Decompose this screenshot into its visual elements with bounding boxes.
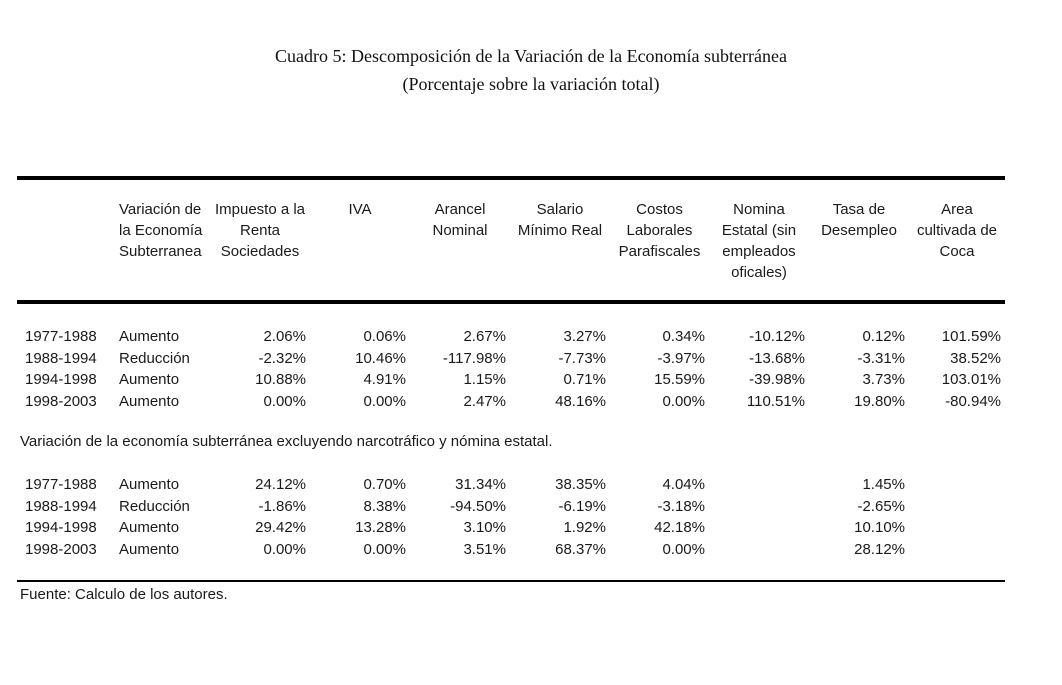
table-row <box>17 496 1005 518</box>
value-cell: 48.16% <box>555 392 606 410</box>
value-cell: 0.70% <box>363 476 406 493</box>
header-area-coca: Area cultivada de Coca <box>916 201 998 260</box>
value-cell: -6.19% <box>558 497 606 515</box>
value-cell: 15.59% <box>654 371 705 388</box>
header-variacion: Variación de la Economía Subterranea <box>119 201 203 260</box>
table-row <box>17 539 1005 561</box>
value-cell: -1.86% <box>258 497 306 515</box>
value-cell: 38.35% <box>555 476 606 493</box>
value-cell: -39.98% <box>749 371 805 388</box>
table-header <box>17 176 1005 300</box>
value-cell: 2.06% <box>263 328 306 345</box>
value-cell: 10.10% <box>854 519 905 536</box>
section-2-rows <box>17 474 1005 560</box>
value-cell: 3.10% <box>463 519 506 536</box>
period-cell: 1998-2003 <box>25 392 97 410</box>
value-cell: 19.80% <box>854 392 905 410</box>
value-cell: 4.04% <box>662 476 705 493</box>
table-title <box>0 42 1062 98</box>
table-bottom-rule <box>17 580 1005 582</box>
source-note: Fuente: Calculo de los autores. <box>20 586 228 603</box>
value-cell <box>709 539 809 561</box>
value-cell: 1.15% <box>463 371 506 388</box>
value-cell: 28.12% <box>854 540 905 558</box>
header-nomina-estatal: Nomina Estatal (sin empleados oficales) <box>721 201 797 281</box>
value-cell: -80.94% <box>945 392 1001 410</box>
value-cell: -94.50% <box>450 497 506 515</box>
direction-cell: Aumento <box>119 476 180 493</box>
value-cell: 0.06% <box>363 328 406 345</box>
value-cell: 24.12% <box>255 476 306 493</box>
table-row <box>17 517 1005 539</box>
period-cell: 1988-1994 <box>25 349 97 367</box>
value-cell: 68.37% <box>555 540 606 558</box>
value-cell <box>709 474 809 496</box>
direction-cell: Aumento <box>119 540 180 558</box>
section-label-row <box>17 412 1005 474</box>
section-2-caption-row <box>17 412 1005 474</box>
value-cell: 4.91% <box>363 371 406 388</box>
direction-cell: Reducción <box>119 349 190 367</box>
value-cell: -7.73% <box>558 349 606 367</box>
section-1-rows <box>17 300 1005 412</box>
value-cell: -10.12% <box>749 328 805 345</box>
value-cell: 0.00% <box>662 392 705 410</box>
value-cell: 0.00% <box>662 540 705 558</box>
value-cell: 10.46% <box>355 349 406 367</box>
table-row <box>17 391 1005 413</box>
period-cell: 1977-1988 <box>25 328 97 345</box>
header-iva: IVA <box>348 201 372 218</box>
value-cell: -2.65% <box>857 497 905 515</box>
period-cell: 1994-1998 <box>25 371 97 388</box>
header-tasa-desempleo: Tasa de Desempleo <box>821 201 897 239</box>
value-cell: 13.28% <box>355 519 406 536</box>
value-cell: -3.18% <box>657 497 705 515</box>
value-cell: 0.34% <box>662 328 705 345</box>
direction-cell: Reducción <box>119 497 190 515</box>
direction-cell: Aumento <box>119 328 180 345</box>
value-cell: 10.88% <box>255 371 306 388</box>
header-period <box>17 176 113 300</box>
value-cell: 31.34% <box>455 476 506 493</box>
header-costos-laborales: Costos Laborales Parafiscales <box>618 201 701 260</box>
value-cell: 3.73% <box>862 371 905 388</box>
table-row <box>17 348 1005 370</box>
section-2-caption: Variación de la economía subterránea excluyendo narcotráfico y nómina estatal. <box>20 433 553 450</box>
value-cell: -2.32% <box>258 349 306 367</box>
value-cell: 29.42% <box>255 519 306 536</box>
value-cell: 38.52% <box>950 349 1001 367</box>
table-row <box>17 369 1005 391</box>
value-cell: 0.00% <box>363 540 406 558</box>
value-cell: 2.67% <box>463 328 506 345</box>
value-cell <box>709 517 809 539</box>
table-row <box>17 300 1005 348</box>
value-cell: 42.18% <box>654 519 705 536</box>
table-title-line2: (Porcentaje sobre la variación total) <box>402 74 660 94</box>
header-row <box>17 176 1005 300</box>
value-cell <box>909 496 1005 518</box>
value-cell: 0.71% <box>563 371 606 388</box>
value-cell: -3.97% <box>657 349 705 367</box>
value-cell: 3.27% <box>563 328 606 345</box>
value-cell: 101.59% <box>941 328 1001 345</box>
value-cell: 0.00% <box>263 392 306 410</box>
value-cell: -117.98% <box>442 349 506 367</box>
value-cell: -13.68% <box>749 349 805 367</box>
value-cell: -3.31% <box>857 349 905 367</box>
header-impuesto-renta: Impuesto a la Renta Sociedades <box>214 201 306 260</box>
value-cell: 103.01% <box>941 371 1001 388</box>
value-cell: 8.38% <box>363 497 406 515</box>
value-cell: 1.92% <box>563 519 606 536</box>
value-cell: 0.00% <box>263 540 306 558</box>
direction-cell: Aumento <box>119 392 180 410</box>
value-cell: 1.45% <box>862 476 905 493</box>
direction-cell: Aumento <box>119 371 180 388</box>
table-row <box>17 474 1005 496</box>
value-cell: 110.51% <box>746 392 805 410</box>
period-cell: 1988-1994 <box>25 497 97 515</box>
header-salario-minimo: Salario Mínimo Real <box>517 201 603 239</box>
value-cell: 0.00% <box>363 392 406 410</box>
period-cell: 1977-1988 <box>25 476 97 493</box>
header-arancel: Arancel Nominal <box>432 201 488 239</box>
value-cell: 2.47% <box>463 392 506 410</box>
period-cell: 1998-2003 <box>25 540 97 558</box>
value-cell <box>709 496 809 518</box>
value-cell <box>909 474 1005 496</box>
period-cell: 1994-1998 <box>25 519 97 536</box>
direction-cell: Aumento <box>119 519 180 536</box>
value-cell <box>909 517 1005 539</box>
value-cell: 0.12% <box>862 328 905 345</box>
value-cell: 3.51% <box>463 540 506 558</box>
value-cell <box>909 539 1005 561</box>
table-title-line1: Cuadro 5: Descomposición de la Variación de la Economía subterránea <box>275 46 787 66</box>
decomposition-table <box>17 176 1005 560</box>
